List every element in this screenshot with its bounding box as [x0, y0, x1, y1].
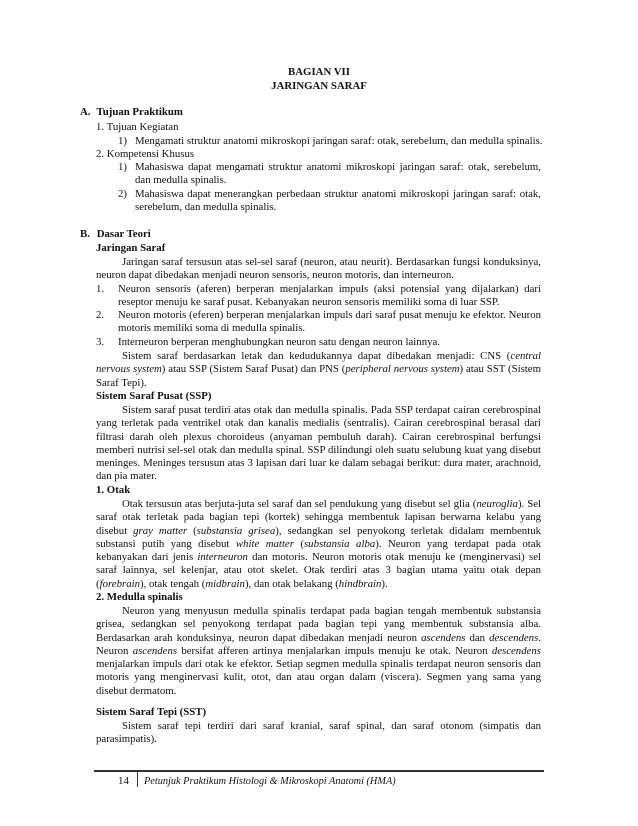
paragraph-text: Sistem saraf tepi terdiri dari saraf kranial, saraf spinal, dan saraf otonom (simpatis dan parasimpatis). — [96, 720, 541, 746]
kompetensi-item-line: serebelum, dan medulla spinalis. — [135, 201, 277, 213]
footer-separator — [137, 772, 138, 787]
footer-rule — [94, 770, 544, 772]
italic-term: ascendens — [132, 644, 178, 657]
subsection-heading: 1. Otak — [96, 484, 131, 496]
paragraph — [96, 605, 541, 698]
text-run: Sistem saraf berdasarkan letak dan kedudukannya dapat dibedakan menjadi: CNS ( — [122, 350, 511, 362]
kompetensi-item-line: dan medulla spinalis. — [135, 174, 227, 186]
italic-term: descendens — [489, 631, 539, 644]
text-run: . Neuron — [96, 631, 541, 657]
text-run: ). Sel saraf otak terletak pada bagian tepi (kortek) sehingga membentuk lapisan berwarna kelabu yang disebut — [96, 498, 541, 537]
text-run: ) atau SSP (Sistem Saraf Pusat) dan PNS ( — [161, 363, 346, 376]
section-title: Tujuan Praktikum — [96, 106, 183, 118]
list-item-text: Interneuron berperan menghubungkan neuron satu dengan neuron lainnya. — [118, 336, 440, 348]
list-number: 2) — [118, 188, 127, 200]
text-run: bersifat afferen artinya menjalarkan impuls menuju ke otak. Neuron — [177, 644, 492, 657]
list-item-text: Neuron sensoris (aferen) berperan menjalarkan impuls (aksi potensial yang dijalarkan) dari reseptor menuju ke saraf pusat. Kebanyakan neuron sensoris memiliki soma di luar SSP. — [118, 283, 541, 309]
footer-title: Petunjuk Praktikum Histologi & Mikroskopi Anatomi (HMA) — [144, 776, 396, 787]
list-item-text: Neuron motoris (eferen) berperan menjalarkan impuls dari saraf pusat menuju ke efektor. Neuron motoris memiliki soma di medulla spinalis. — [118, 309, 541, 335]
section-letter: A. — [80, 106, 91, 118]
italic-term: interneuron — [197, 551, 248, 564]
chapter-number: BAGIAN VII — [288, 66, 350, 78]
italic-term: substansia grisea — [196, 524, 276, 537]
text-run: Neuron yang menyusun medulla spinalis terdapat pada bagian tengah membentuk substansia grisea, sedangkan sel penyokong terdapat pada bagian tepi yang membentuk substansia alba. Berdasarkan arah konduksinya, neuron dapat dibedakan menjadi neuron — [96, 605, 541, 644]
list-number: 1) — [118, 135, 127, 147]
text-run: ). Neuron yang terdapat pada otak kebanyakan dari jenis — [96, 537, 542, 564]
chapter-title: JARINGAN SARAF — [271, 80, 367, 92]
paragraph-text: Sistem saraf pusat terdiri atas otak dan medulla spinalis. Pada SSP terdapat cairan cerebrospinal yang terletak pada ventrikel otak dan kanalis medialis (sentralis). Cairan cerebrospinal berasal dari filtrasi darah oleh plexus choroideus (anyaman pembuluh darah). Cairan cerebrospinal berfungsi memberi nutrisi sel-sel otak dan medulla spinal. SSP dilindungi oleh suatu selubung kuat yang disebut meninges. Meninges tersusun atas 3 lapisan dari luar ke dalam sebagai berikut: dura mater, arachnoid, dan pia mater. — [96, 404, 541, 483]
list-number: 1) — [118, 161, 127, 173]
italic-term: midbrain — [205, 577, 245, 590]
paragraph — [96, 720, 541, 747]
italic-term: neuroglia — [476, 498, 518, 510]
paragraph — [96, 350, 541, 390]
paragraph — [96, 256, 541, 283]
page-number: 14 — [118, 775, 129, 787]
italic-term: central nervous system — [96, 350, 541, 376]
italic-term: descendens — [491, 644, 541, 657]
kompetensi-item-line: Mahasiswa dapat menerangkan perbedaan struktur anatomi mikroskopi jaringan saraf: otak, — [135, 188, 541, 200]
list-number: 1. — [96, 283, 105, 295]
subsection-heading: Sistem Saraf Tepi (SST) — [96, 706, 207, 718]
section-title: Dasar Teori — [96, 228, 151, 240]
list-number: 3. — [96, 336, 105, 348]
subsection-heading: Jaringan Saraf — [96, 242, 166, 254]
italic-term: peripheral nervous system — [345, 363, 460, 376]
tujuan-item: Mengamati struktur anatomi mikroskopi jaringan saraf: otak, serebelum, dan medulla spinalis. — [135, 135, 543, 147]
tujuan-kegiatan-label: 1. Tujuan Kegiatan — [96, 121, 179, 133]
section-b-heading — [80, 228, 151, 241]
subsection-heading: 2. Medulla spinalis — [96, 591, 183, 603]
paragraph — [96, 404, 541, 484]
text-run: ), sedangkan sel penyokong terletak didalam membentuk substansi putih yang disebut — [96, 524, 541, 550]
italic-term: substansia alba — [303, 537, 376, 550]
text-run: dan motoris. Neuron motoris otak menuju ke (menginervasi) sel saraf lainnya, sel kelenjar, atau otot skelet. Otak terdiri atas 3 bagian utama yaitu otak depan ( — [96, 551, 541, 590]
paragraph-text — [96, 498, 541, 591]
italic-term: gray matter — [133, 524, 188, 537]
text-run: ) atau SST (Sistem Saraf Tepi). — [96, 363, 541, 389]
text-run: dan — [465, 631, 490, 644]
section-a-heading — [80, 106, 183, 119]
text-run: ( — [187, 524, 197, 537]
subsection-heading: Sistem Saraf Pusat (SSP) — [96, 390, 212, 402]
paragraph-text: Jaringan saraf tersusun atas sel-sel saraf (neuron, atau neurit). Berdasarkan fungsi konduksinya, neuron dapat dibedakan menjadi neuron sensoris, neuron motoris, dan interneuron. — [96, 256, 541, 282]
kompetensi-label: 2. Kompetensi Khusus — [96, 148, 195, 160]
paragraph-text — [96, 350, 541, 390]
kompetensi-item-line: Mahasiswa dapat mengamati struktur anatomi mikroskopi jaringan saraf: otak, serebelum, — [135, 161, 541, 173]
paragraph — [96, 498, 541, 591]
list-number: 2. — [96, 309, 105, 321]
text-run: Otak tersusun atas berjuta-juta sel saraf dan sel pendukung yang disebut sel glia ( — [122, 498, 477, 510]
italic-term: forebrain — [99, 577, 140, 590]
section-letter: B. — [80, 228, 90, 240]
italic-term: white matter — [235, 537, 294, 550]
text-run: ). — [381, 577, 388, 590]
text-run: ( — [293, 537, 304, 550]
italic-term: ascendens — [421, 631, 466, 644]
text-run: ), dan otak belakang ( — [244, 577, 339, 590]
text-run: ), otak tengah ( — [140, 577, 206, 590]
italic-term: hindbrain — [338, 577, 382, 590]
paragraph-text — [96, 605, 541, 698]
text-run: menjalarkan impuls dari otak ke efektor. Setiap segmen medulla spinalis terdapat neuron sensoris dan motoris yang menginervasi kulit, otot, dan atau organ dalam (viscera). Segmen yang sama yang disebut dermatom. — [96, 658, 541, 697]
